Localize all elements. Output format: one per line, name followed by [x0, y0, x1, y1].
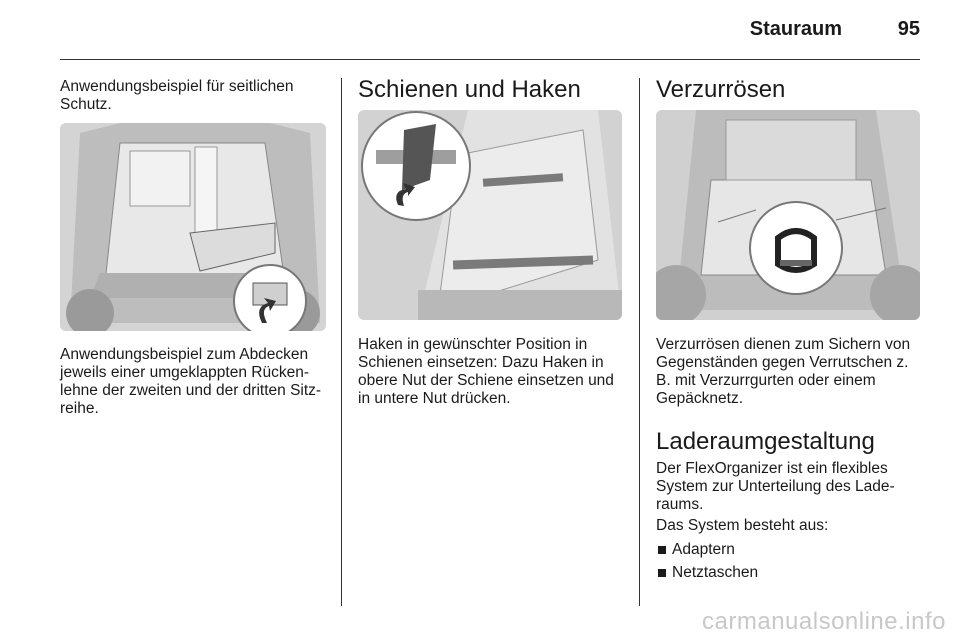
- caption-cover: Anwendungsbeispiel zum Abdecken jeweils einer umgeklappten Rücken-lehne der zweiten und der dritten Sitz-reihe.: [60, 346, 322, 417]
- heading-cargo-management: Laderaumgestaltung: [656, 428, 875, 455]
- page-title: Stauraum: [749, 18, 842, 40]
- list-item: Adaptern: [656, 541, 922, 559]
- watermark: carmanualsonline.info: [702, 608, 946, 635]
- column-divider-1: [341, 78, 342, 606]
- component-list: [656, 541, 922, 587]
- page-header: [60, 0, 920, 60]
- text-flexorganizer: Der FlexOrganizer ist ein flexibles System zur Unterteilung des Lade-raums.: [656, 460, 895, 513]
- text-rails-hooks: Haken in gewünschter Position in Schienen einsetzen: Dazu Haken in obere Nut der Schiene einsetzen und in untere Nut drücken.: [358, 336, 614, 407]
- header-rule: [60, 59, 920, 60]
- text-tie-downs: Verzurrösen dienen zum Sichern von Gegenständen gegen Verrutschen z. B. mit Verzurrgurten oder einem Gepäcknetz.: [656, 336, 911, 407]
- page-number: 95: [897, 18, 920, 40]
- figure-tie-downs: [656, 110, 920, 320]
- list-item: Netztaschen: [656, 564, 922, 582]
- bullet-square-icon: [658, 569, 666, 577]
- caption-side-protection: Anwendungsbeispiel für seitlichen Schutz.: [60, 78, 294, 113]
- heading-rails-hooks: Schienen und Haken: [358, 76, 581, 103]
- heading-tie-downs: Verzurrösen: [656, 76, 786, 103]
- figure-rails-hooks: [358, 110, 622, 320]
- column-divider-2: [639, 78, 640, 606]
- bullet-square-icon: [658, 546, 666, 554]
- text-system-consists: Das System besteht aus:: [656, 517, 829, 534]
- figure-side-protection: [60, 123, 326, 331]
